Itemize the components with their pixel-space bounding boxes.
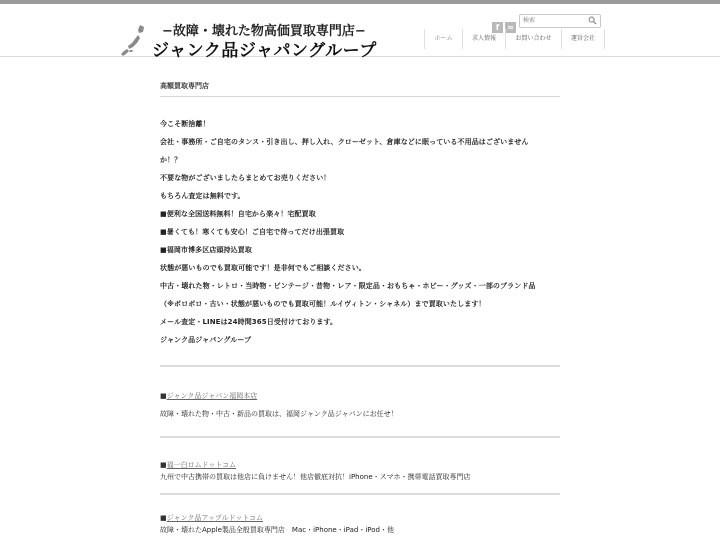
intro-line: 今こそ断捨離！ — [160, 120, 210, 128]
nav-home[interactable]: ホーム — [424, 29, 462, 49]
intro-line: 中古・壊れた物・レトロ・当時物・ビンテージ・昔物・レア・限定品・おもちゃ・ホビー・グッズ・一部のブランド品 — [160, 282, 536, 290]
divider — [160, 493, 560, 495]
intro-line: もちろん査定は無料です。 — [160, 192, 245, 200]
intro-line: 会社・事務所・ご自宅のタンス・引き出し、押し入れ、クローゼット、倉庫などに眠っている不用品はございません — [160, 138, 529, 146]
bullet: ■ — [160, 514, 167, 522]
intro-line: ■便利な全国送料無料！自宅から楽々！宅配買取 — [160, 210, 316, 218]
link-heading — [160, 387, 560, 405]
link-fukuoka-honten[interactable]: ジャンク品ジャパン福岡本店 — [166, 392, 258, 400]
intro-text — [160, 115, 560, 349]
intro-line: ■福岡市博多区店頭持込買取 — [160, 246, 252, 254]
nav-contact[interactable]: お問い合わせ — [505, 29, 561, 49]
link-fukuichi-rom[interactable]: 福一白ロムドットコム — [166, 461, 237, 469]
intro-line: ■暑くても！寒くても安心！ご自宅で待ってだけ出張買取 — [160, 228, 345, 236]
site-logo[interactable] — [118, 18, 378, 62]
section-title: 高額買取専門店 — [160, 80, 560, 97]
main-content — [160, 80, 560, 539]
intro-line: ジャンク品ジャパングループ — [160, 336, 252, 344]
intro-line: 状態が悪いものでも買取可能です！是非何でもご相談ください。 — [160, 264, 366, 272]
link-block-apple — [160, 509, 560, 539]
link-block-fukuoka — [160, 387, 560, 423]
main-nav — [424, 29, 605, 51]
bullet: ■ — [160, 461, 167, 469]
link-description: 故障・壊れた物・中古・新品の買取は、福岡ジャンク品ジャパンにお任せ！ — [160, 410, 398, 418]
facebook-icon[interactable]: f — [492, 22, 503, 33]
divider — [160, 436, 560, 438]
site-header — [0, 4, 720, 61]
intro-line: か！？ — [160, 156, 182, 164]
link-description: 故障・壊れたApple製品全般買取専門店 Mac・iPhone・iPad・iPod・他 — [160, 526, 394, 534]
logo-tagline: −故障・壊れた物高価買取専門店− — [162, 24, 366, 39]
intro-line: （※ボロボロ・古い・状態が悪いものでも買取可能！ルイヴィトン・シャネル）まで買取いたします！ — [160, 300, 486, 308]
rss-icon[interactable]: ≈ — [505, 22, 516, 33]
search-box — [519, 14, 601, 28]
nav-company[interactable]: 運営会社 — [561, 29, 605, 49]
japan-map-icon — [118, 24, 148, 58]
link-block-fukuichi — [160, 456, 560, 486]
intro-line: 不要な物がございましたらまとめてお売りください！ — [160, 174, 331, 182]
link-junk-apple[interactable]: ジャンク品アップルドットコム — [166, 514, 264, 522]
link-description: 九州で中古携帯の買取は他店に負けません！他店徹底対抗！iPhone・スマホ・携帯電話買取専門店 — [160, 473, 471, 481]
bullet: ■ — [160, 392, 167, 400]
search-icon[interactable] — [588, 16, 597, 25]
logo-title: ジャンク品ジャパングループ — [152, 41, 377, 61]
nav-recruit[interactable]: 求人情報 — [462, 29, 505, 49]
search-input[interactable] — [523, 15, 587, 26]
intro-line: メール査定・LINEは24時間365日受付けております。 — [160, 318, 338, 326]
divider — [160, 365, 560, 367]
